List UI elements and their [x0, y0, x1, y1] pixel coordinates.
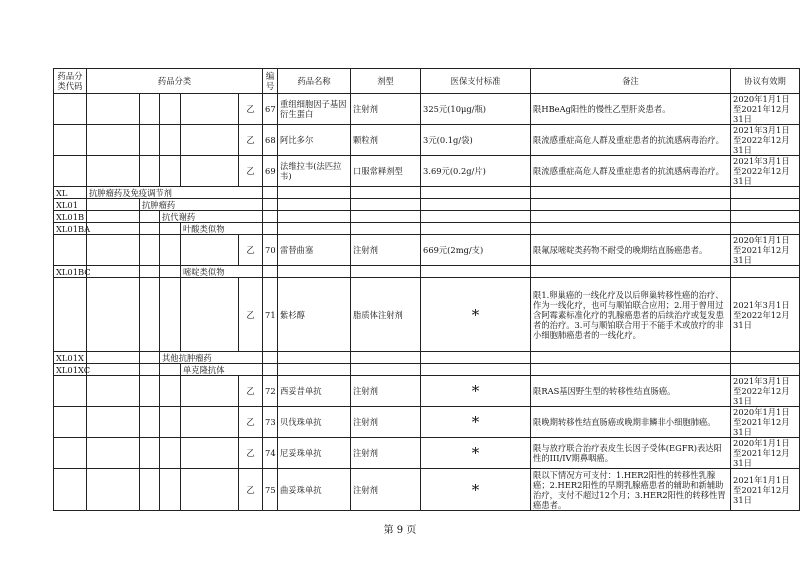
table-row: [54, 407, 800, 438]
category-label: 嘧啶类似物: [181, 266, 263, 278]
table-row: [54, 235, 800, 266]
drug-period: 2020年1月1日至2021年12月31日: [731, 438, 800, 469]
category-label: 其他抗肿瘤药: [160, 352, 263, 364]
page-number: 第 9 页: [383, 525, 417, 536]
drug-remark: 限氟尿嘧啶类药物不耐受的晚期结直肠癌患者。: [531, 235, 731, 266]
drug-form: 口服常释剂型: [351, 156, 421, 187]
category-code: XL01BC: [54, 266, 87, 278]
drug-table: [53, 68, 800, 511]
table-row: [54, 438, 800, 469]
category-code: XL01B: [54, 211, 87, 223]
drug-form: 注射剂: [351, 469, 421, 511]
category-code: XL01XC: [54, 364, 87, 376]
drug-form: 注射剂: [351, 438, 421, 469]
table-row: [54, 469, 800, 511]
drug-period: 2021年3月1日至2022年12月31日: [731, 278, 800, 352]
header-name: 药品名称: [278, 69, 351, 94]
table-row: [54, 156, 800, 187]
drug-price: 3元(0.1g/袋): [421, 125, 531, 156]
category-row: [54, 211, 800, 223]
drug-period: 2021年1月1日至2021年12月31日: [731, 469, 800, 511]
drug-price: 669元(2mg/支): [421, 235, 531, 266]
header-standard: 医保支付标准: [421, 69, 531, 94]
drug-name: 西妥昔单抗: [278, 376, 351, 407]
drug-period: 2021年3月1日至2022年12月31日: [731, 156, 800, 187]
category-code: XL01BA: [54, 223, 87, 235]
drug-form: 注射剂: [351, 407, 421, 438]
drug-num: 69: [263, 156, 278, 187]
table-header-row: [54, 69, 800, 94]
drug-class: 乙: [239, 376, 263, 407]
category-row: [54, 364, 800, 376]
drug-class: 乙: [239, 438, 263, 469]
drug-form: 注射剂: [351, 94, 421, 125]
drug-name: 贝伐珠单抗: [278, 407, 351, 438]
header-form: 剂型: [351, 69, 421, 94]
drug-name: 曲妥珠单抗: [278, 469, 351, 511]
drug-form: 注射剂: [351, 376, 421, 407]
table-row: [54, 376, 800, 407]
table-row: [54, 94, 800, 125]
category-row: [54, 352, 800, 364]
table-row: [54, 278, 800, 352]
drug-remark: 限以下情况方可支付：1.HER2阳性的转移性乳腺癌；2.HER2阳性的早期乳腺癌患者的辅助和新辅助治疗，支付不超过12个月；3.HER2阳性的转移性胃癌患者。: [531, 469, 731, 511]
drug-num: 74: [263, 438, 278, 469]
drug-remark: 限流感重症高危人群及重症患者的抗流感病毒治疗。: [531, 125, 731, 156]
category-label: 单克隆抗体: [181, 364, 263, 376]
table-row: [54, 125, 800, 156]
drug-price: *: [421, 438, 531, 469]
category-row: [54, 266, 800, 278]
drug-class: 乙: [239, 125, 263, 156]
category-row: [54, 199, 800, 211]
category-label: 抗代谢药: [160, 211, 263, 223]
drug-name: 重组细胞因子基因衍生蛋白: [278, 94, 351, 125]
drug-class: 乙: [239, 235, 263, 266]
header-remark: 备注: [531, 69, 731, 94]
drug-num: 75: [263, 469, 278, 511]
category-code: XL01X: [54, 352, 87, 364]
drug-form: 颗粒剂: [351, 125, 421, 156]
header-code: 药品分类代码: [54, 69, 87, 94]
drug-class: 乙: [239, 156, 263, 187]
drug-class: 乙: [239, 278, 263, 352]
drug-remark: 限1.卵巢癌的一线化疗及以后卵巢转移性癌的治疗、作为一线化疗，也可与顺铂联合应用；2.用于曾用过含阿霉素标准化疗的乳腺癌患者的后续治疗或复发患者的治疗。3.可与顺铂联合用于不能手术或放疗的非小细胞肺癌患者的一线化疗。: [531, 278, 731, 352]
drug-num: 71: [263, 278, 278, 352]
drug-name: 雷替曲塞: [278, 235, 351, 266]
drug-remark: 限RAS基因野生型的转移性结直肠癌。: [531, 376, 731, 407]
drug-remark: 限与放疗联合治疗表皮生长因子受体(EGFR)表达阳性的III/IV期鼻咽癌。: [531, 438, 731, 469]
drug-remark: 限HBeAg阳性的慢性乙型肝炎患者。: [531, 94, 731, 125]
drug-num: 73: [263, 407, 278, 438]
header-category: 药品分类: [87, 69, 263, 94]
category-label: 叶酸类似物: [181, 223, 263, 235]
header-validity: 协议有效期: [731, 69, 800, 94]
drug-period: 2020年1月1日至2021年12月31日: [731, 235, 800, 266]
drug-period: 2020年1月1日至2021年12月31日: [731, 94, 800, 125]
category-code: XL01: [54, 199, 87, 211]
drug-num: 72: [263, 376, 278, 407]
drug-price: 325元(10μg/瓶): [421, 94, 531, 125]
drug-price: 3.69元(0.2g/片): [421, 156, 531, 187]
drug-num: 68: [263, 125, 278, 156]
drug-period: 2021年3月1日至2022年12月31日: [731, 125, 800, 156]
category-row: [54, 223, 800, 235]
drug-name: 法维拉韦(法匹拉韦): [278, 156, 351, 187]
drug-class: 乙: [239, 94, 263, 125]
drug-remark: 限晚期转移性结直肠癌或晚期非鳞非小细胞肺癌。: [531, 407, 731, 438]
drug-name: 尼妥珠单抗: [278, 438, 351, 469]
drug-period: 2020年1月1日至2021年12月31日: [731, 407, 800, 438]
drug-price: *: [421, 376, 531, 407]
drug-class: 乙: [239, 469, 263, 511]
drug-num: 70: [263, 235, 278, 266]
drug-name: 紫杉醇: [278, 278, 351, 352]
drug-num: 67: [263, 94, 278, 125]
header-num: 编号: [263, 69, 278, 94]
category-label: 抗肿瘤药及免疫调节剂: [87, 187, 263, 199]
drug-price: *: [421, 278, 531, 352]
drug-period: 2021年3月1日至2022年12月31日: [731, 376, 800, 407]
drug-price: *: [421, 469, 531, 511]
drug-class: 乙: [239, 407, 263, 438]
drug-form: 注射剂: [351, 235, 421, 266]
category-row: [54, 187, 800, 199]
drug-form: 脂质体注射剂: [351, 278, 421, 352]
drug-price: *: [421, 407, 531, 438]
category-label: 抗肿瘤药: [140, 199, 263, 211]
drug-remark: 限流感重症高危人群及重症患者的抗流感病毒治疗。: [531, 156, 731, 187]
category-code: XL: [54, 187, 87, 199]
drug-name: 阿比多尔: [278, 125, 351, 156]
